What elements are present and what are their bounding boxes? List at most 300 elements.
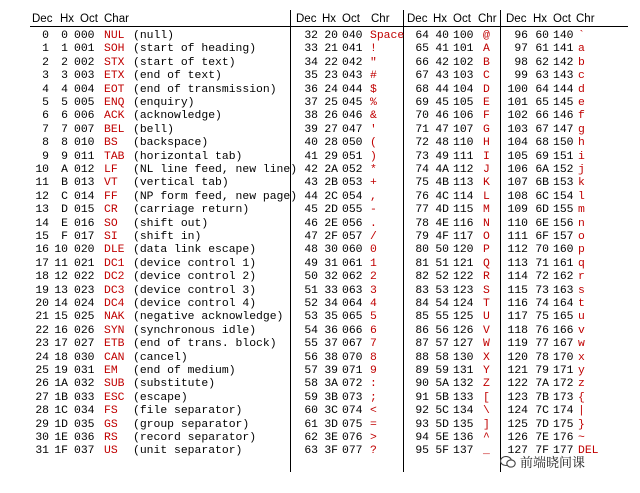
table-cell: | [578,405,585,418]
table-cell: 130 [453,351,474,364]
table-row [0,378,640,391]
table-cell: 071 [342,365,363,377]
table-cell: (group separator) [133,418,250,431]
table-cell: 78 [535,351,549,364]
table-cell: 16 [35,244,49,257]
table-cell: 57 [304,365,318,377]
table-cell: 124 [453,298,474,310]
table-cell: 113 [507,257,528,270]
table-cell: 86 [415,324,429,337]
table-cell: ESC [104,391,125,404]
table-cell: 98 [514,56,528,69]
table-cell: g [578,123,585,136]
table-cell: 68 [415,83,429,96]
table-cell: 47 [435,123,449,136]
table-cell: 114 [507,271,528,284]
table-cell: \ [483,405,490,418]
column-header: Hx [433,13,448,25]
table-cell: 34 [304,56,318,69]
table-cell: 48 [304,244,318,257]
table-cell: 072 [342,378,363,391]
table-cell: 005 [74,97,95,109]
table-cell: 001 [74,43,95,56]
table-cell: 22 [35,324,49,337]
table-cell: ENQ [104,97,125,109]
table-row [0,325,640,338]
table-cell: 9 [42,150,49,163]
table-cell: 1C [54,405,68,418]
table-cell: 122 [507,378,528,391]
table-cell: 2 [61,56,68,69]
table-cell: 2 [370,271,377,284]
table-cell: EM [104,365,118,377]
table-cell: 91 [415,391,429,404]
table-cell: 74 [415,164,429,176]
table-cell: 40 [435,30,449,42]
table-cell: 44 [435,83,449,96]
table-cell: 6F [535,231,549,243]
table-cell: 5C [435,405,449,418]
table-cell: 12 [54,271,68,284]
table-cell: 036 [74,432,95,444]
table-cell: 051 [342,150,363,163]
table-cell: 154 [553,190,574,203]
table-cell: 42 [435,56,449,69]
watermark [500,452,585,471]
table-cell: 4C [435,190,449,203]
table-cell: i [578,150,585,163]
table-cell: w [578,338,585,351]
table-cell: 2D [324,204,338,217]
table-cell: 47 [304,231,318,243]
header-divider [30,26,628,27]
table-cell: 054 [342,190,363,203]
table-cell: 170 [553,351,574,364]
table-row [0,271,640,284]
table-cell: 6E [535,217,549,230]
table-cell: 4 [370,298,377,310]
table-row [0,204,640,217]
table-row [0,84,640,97]
table-cell: D [483,83,490,96]
table-cell: 021 [74,257,95,270]
table-cell: E [483,97,490,109]
table-cell: 21 [324,43,338,56]
table-row [0,244,640,257]
table-cell: D [61,204,68,217]
table-cell: 126 [453,324,474,337]
table-cell: 64 [415,30,429,42]
table-cell: 167 [553,338,574,351]
table-cell: BEL [104,123,125,136]
table-cell: l [578,190,585,203]
table-cell: 061 [342,257,363,270]
table-row [0,97,640,110]
table-cell: 157 [553,231,574,243]
column-header: Chr [371,13,390,25]
table-cell: 65 [535,97,549,109]
table-cell: 33 [324,284,338,297]
table-cell: (start of text) [133,56,236,69]
column-header: Dec [506,13,527,25]
table-cell: 065 [342,311,363,324]
table-cell: 070 [342,351,363,364]
table-cell: 1D [54,418,68,431]
table-cell: 24 [35,351,49,364]
table-cell: SUB [104,378,125,391]
table-cell: 3E [324,432,338,444]
table-cell: Space [370,30,405,42]
table-row [0,164,640,177]
table-cell: 119 [507,338,528,351]
table-cell: ` [578,30,585,42]
table-cell: (escape) [133,391,188,404]
table-cell: [ [483,391,490,404]
table-cell: 61 [535,43,549,56]
table-cell: B [483,56,490,69]
table-cell: X [483,351,490,364]
table-row [0,151,640,164]
table-cell: 26 [324,110,338,123]
table-cell: 13 [35,204,49,217]
table-cell: 062 [342,271,363,284]
table-cell: 6B [535,177,549,190]
table-cell: 045 [342,97,363,109]
table-cell: 38 [304,110,318,123]
table-cell: 7F [535,445,549,458]
table-cell: 047 [342,123,363,136]
table-cell: 10 [35,164,49,176]
table-cell: 1F [54,445,68,458]
table-cell: 135 [453,418,474,431]
table-cell: q [578,257,585,270]
table-cell: 78 [415,217,429,230]
table-cell: 4 [61,83,68,96]
table-cell: y [578,365,585,377]
table-cell: DLE [104,244,125,257]
table-cell: 71 [415,123,429,136]
table-cell: Z [483,378,490,391]
table-cell: 2B [324,177,338,190]
table-cell: 4A [435,164,449,176]
table-cell: 102 [453,56,474,69]
table-cell: 59 [304,391,318,404]
table-cell: . [370,217,377,230]
table-cell: 8 [42,137,49,150]
table-cell: 1E [54,432,68,444]
table-cell: 0 [42,30,49,42]
table-cell: 23 [35,338,49,351]
table-cell: 3B [324,391,338,404]
table-cell: 056 [342,217,363,230]
table-cell: 024 [74,298,95,310]
table-cell: 84 [415,298,429,310]
table-cell: 2 [42,56,49,69]
table-cell: LF [104,164,118,176]
table-cell: 23 [324,70,338,83]
table-cell: # [370,70,377,83]
table-cell: CAN [104,351,125,364]
table-cell: 150 [553,137,574,150]
table-cell: 26 [35,378,49,391]
table-cell: 3 [61,70,68,83]
table-cell: (shift out) [133,217,209,230]
table-cell: 14 [54,298,68,310]
table-cell: 030 [74,351,95,364]
table-cell: 164 [553,298,574,310]
table-cell: o [578,231,585,243]
table-row [0,338,640,351]
table-cell: 118 [507,324,528,337]
table-cell: 044 [342,83,363,96]
table-row [0,110,640,123]
column-header: Hx [60,13,75,25]
column-header: Oct [553,13,571,25]
table-cell: 115 [507,284,528,297]
table-cell: 010 [74,137,95,150]
table-cell: 39 [304,123,318,136]
table-row [0,218,640,231]
table-cell: 143 [553,70,574,83]
table-cell: 7 [61,123,68,136]
table-cell: / [370,231,377,243]
table-cell: 042 [342,56,363,69]
table-cell: 165 [553,311,574,324]
table-cell: (device control 3) [133,284,257,297]
table-row [0,137,640,150]
table-cell: 017 [74,231,95,243]
table-cell: RS [104,432,118,444]
table-cell: 60 [304,405,318,418]
column-header: Dec [296,13,317,25]
table-cell: (enquiry) [133,97,195,109]
table-cell: 1A [54,378,68,391]
column-header: Chr [478,13,497,25]
table-cell: 046 [342,110,363,123]
table-cell: 1B [54,391,68,404]
table-cell: J [483,164,490,176]
table-cell: 12 [35,190,49,203]
table-cell: 011 [74,150,95,163]
table-cell: 6 [61,110,68,123]
table-cell: 37 [304,97,318,109]
table-cell: 54 [435,298,449,310]
table-cell: A [483,43,490,56]
table-cell: SYN [104,324,125,337]
table-cell: 72 [535,271,549,284]
table-cell: 107 [453,123,474,136]
table-cell: a [578,43,585,56]
table-cell: 5 [370,311,377,324]
table-cell: 64 [535,83,549,96]
table-cell: 063 [342,284,363,297]
table-cell: u [578,311,585,324]
table-cell: (device control 1) [133,257,257,270]
table-cell: 074 [342,405,363,418]
table-cell: 20 [35,298,49,310]
table-cell: 3 [370,284,377,297]
table-cell: R [483,271,490,284]
table-cell: (start of heading) [133,43,257,56]
table-cell: 163 [553,284,574,297]
table-cell: 057 [342,231,363,243]
table-cell: 5A [435,378,449,391]
table-cell: 85 [415,311,429,324]
table-cell: 003 [74,70,95,83]
table-cell: 016 [74,217,95,230]
table-cell: 6C [535,190,549,203]
table-cell: b [578,56,585,69]
table-cell: 30 [35,432,49,444]
table-cell: 55 [435,311,449,324]
table-cell: k [578,177,585,190]
table-cell: s [578,284,585,297]
table-cell: 89 [415,365,429,377]
table-cell: 109 [507,204,528,217]
table-cell: 146 [553,110,574,123]
table-cell: 110 [453,137,474,150]
table-cell: 102 [507,110,528,123]
table-cell: (device control 2) [133,271,257,284]
table-cell: 66 [535,110,549,123]
table-cell: 066 [342,324,363,337]
table-cell: 51 [304,284,318,297]
table-cell: SO [104,217,118,230]
table-cell: 58 [304,378,318,391]
table-row [0,405,640,418]
table-cell: V [483,324,490,337]
table-cell: 0 [370,244,377,257]
table-cell: 152 [553,164,574,176]
table-cell: 108 [507,190,528,203]
table-cell: SI [104,231,118,243]
table-cell: 79 [415,231,429,243]
table-cell: 5E [435,432,449,444]
table-cell: 53 [304,311,318,324]
table-cell: 1 [42,43,49,56]
table-cell: 153 [553,177,574,190]
table-cell: 025 [74,311,95,324]
table-cell: 033 [74,391,95,404]
table-cell: 012 [74,164,95,176]
table-row [0,43,640,56]
table-cell: 067 [342,338,363,351]
table-cell: 17 [54,338,68,351]
table-cell: 5 [61,97,68,109]
table-cell: 97 [514,43,528,56]
table-cell: (end of medium) [133,365,236,377]
table-cell: 73 [535,284,549,297]
table-cell: 80 [415,244,429,257]
table-cell: 7 [42,123,49,136]
table-cell: DC1 [104,257,125,270]
table-cell: 83 [415,284,429,297]
table-cell: 2A [324,164,338,176]
table-cell: 46 [304,217,318,230]
table-cell: 43 [304,177,318,190]
table-cell: U [483,311,490,324]
table-cell: $ [370,83,377,96]
table-cell: 93 [415,418,429,431]
table-cell: 10 [54,244,68,257]
table-cell: e [578,97,585,109]
table-cell: 032 [74,378,95,391]
table-cell: { [578,391,585,404]
table-cell: 134 [453,405,474,418]
table-cell: 127 [507,445,528,458]
table-cell: 035 [74,418,95,431]
table-cell: ) [370,150,377,163]
table-cell: 29 [35,418,49,431]
table-row [0,30,640,43]
table-cell: 132 [453,378,474,391]
table-cell: @ [483,30,490,42]
table-cell: 112 [507,244,528,257]
table-cell: 35 [324,311,338,324]
table-cell: (synchronous idle) [133,324,257,337]
table-row [0,352,640,365]
table-cell: 111 [507,231,528,243]
table-cell: z [578,378,585,391]
table-cell: 123 [507,391,528,404]
table-cell: 37 [324,338,338,351]
table-cell: (null) [133,30,175,42]
table-cell: 66 [415,56,429,69]
table-cell: 031 [74,365,95,377]
table-cell: 117 [453,231,474,243]
table-cell: 103 [507,123,528,136]
table-cell: 27 [35,391,49,404]
table-cell: 145 [553,97,574,109]
table-cell: 6 [42,110,49,123]
table-cell: 052 [342,164,363,176]
table-cell: 133 [453,391,474,404]
table-cell: (acknowledge) [133,110,222,123]
table-cell: 43 [435,70,449,83]
table-cell: 61 [304,418,318,431]
table-cell: 7B [535,391,549,404]
table-cell: 82 [415,271,429,284]
table-cell: 106 [453,110,474,123]
table-cell: 166 [553,324,574,337]
table-cell: 56 [435,324,449,337]
table-cell: 28 [324,137,338,150]
table-cell: 113 [453,177,474,190]
table-cell: ( [370,137,377,150]
table-cell: 15 [54,311,68,324]
table-cell: (file separator) [133,405,243,418]
table-row [0,285,640,298]
table-cell: 116 [453,217,474,230]
table-cell: 053 [342,177,363,190]
table-row [0,231,640,244]
table-cell: 106 [507,164,528,176]
column-header: Hx [533,13,548,25]
table-cell: 172 [553,378,574,391]
table-cell: 21 [35,311,49,324]
table-cell: 38 [324,351,338,364]
table-cell: 49 [304,257,318,270]
column-header: Char [104,13,129,25]
table-cell: 52 [304,298,318,310]
table-cell: (horizontal tab) [133,150,243,163]
table-cell: 44 [304,190,318,203]
table-cell: S [483,284,490,297]
table-cell: 90 [415,378,429,391]
table-cell: C [483,70,490,83]
table-row [0,432,640,445]
table-cell: " [370,56,377,69]
